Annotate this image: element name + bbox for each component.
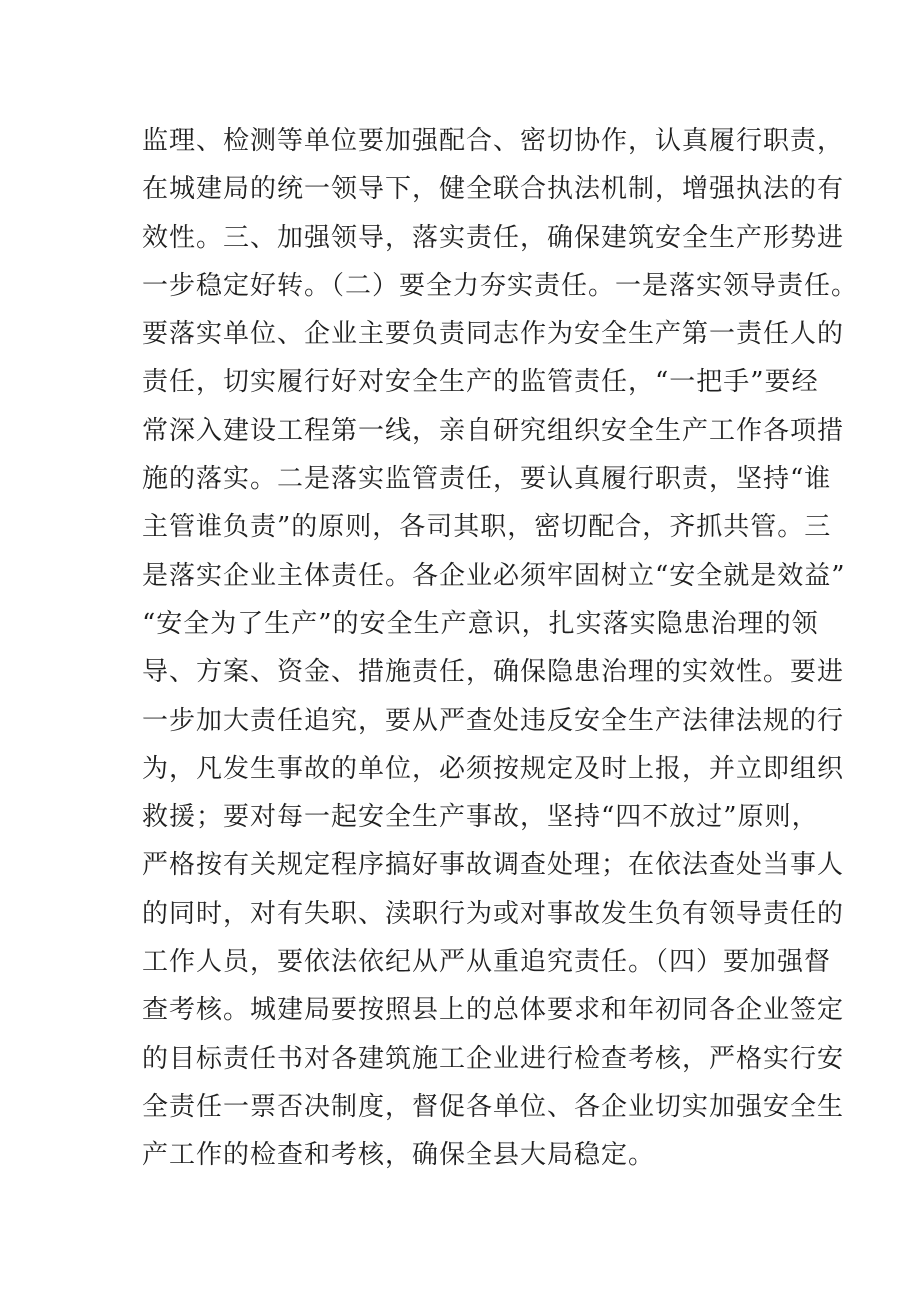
text-line: 常深入建设工程第一线，亲自研究组织安全生产工作各项措: [142, 415, 845, 446]
text-line: 是落实企业主体责任。各企业必须牢固树立“安全就是效益”: [142, 560, 846, 591]
text-line: 责任，切实履行好对安全生产的监管责任，“一把手”要经: [142, 367, 819, 398]
text-line: 的同时，对有失职、渎职行为或对事故发生负有领导责任的: [142, 898, 845, 929]
text-line: 要落实单位、企业主要负责同志作为安全生产第一责任人的: [142, 319, 845, 350]
text-line: 导、方案、资金、措施责任，确保隐患治理的实效性。要进: [142, 657, 845, 688]
body-text: [142, 120, 859, 1183]
text-line: 全责任一票否决制度，督促各单位、各企业切实加强安全生: [142, 1091, 845, 1122]
text-line: 救援；要对每一起安全生产事故，坚持“四不放过”原则，: [142, 802, 819, 833]
text-line: 一步加大责任追究，要从严查处违反安全生产法律法规的行: [142, 705, 845, 736]
text-line: 监理、检测等单位要加强配合、密切协作，认真履行职责，: [142, 126, 845, 156]
text-line: 一步稳定好转。（二）要全力夯实责任。一是落实领导责任。: [142, 270, 859, 301]
text-line: 严格按有关规定程序搞好事故调查处理；在依法查处当事人: [142, 850, 845, 881]
text-line: 在城建局的统一领导下，健全联合执法机制，增强执法的有: [142, 174, 845, 205]
text-line: 效性。三、加强领导，落实责任，确保建筑安全生产形势进: [142, 222, 845, 253]
text-line-last: 产工作的检查和考核，确保全县大局稳定。: [142, 1140, 656, 1171]
text-line: 查考核。城建局要按照县上的总体要求和年初同各企业签定: [142, 995, 845, 1026]
text-line: “安全为了生产”的安全生产意识，扎实落实隐患治理的领: [142, 608, 819, 639]
text-line: 施的落实。二是落实监管责任，要认真履行职责，坚持“谁: [142, 464, 832, 495]
text-line: 主管谁负责”的原则，各司其职，密切配合，齐抓共管。三: [142, 512, 832, 543]
text-line: 为，凡发生事故的单位，必须按规定及时上报，并立即组织: [142, 753, 845, 784]
text-line: 的目标责任书对各建筑施工企业进行检查考核，严格实行安: [142, 1043, 845, 1074]
text-line: 工作人员，要依法依纪从严从重追究责任。（四）要加强督: [142, 947, 832, 978]
